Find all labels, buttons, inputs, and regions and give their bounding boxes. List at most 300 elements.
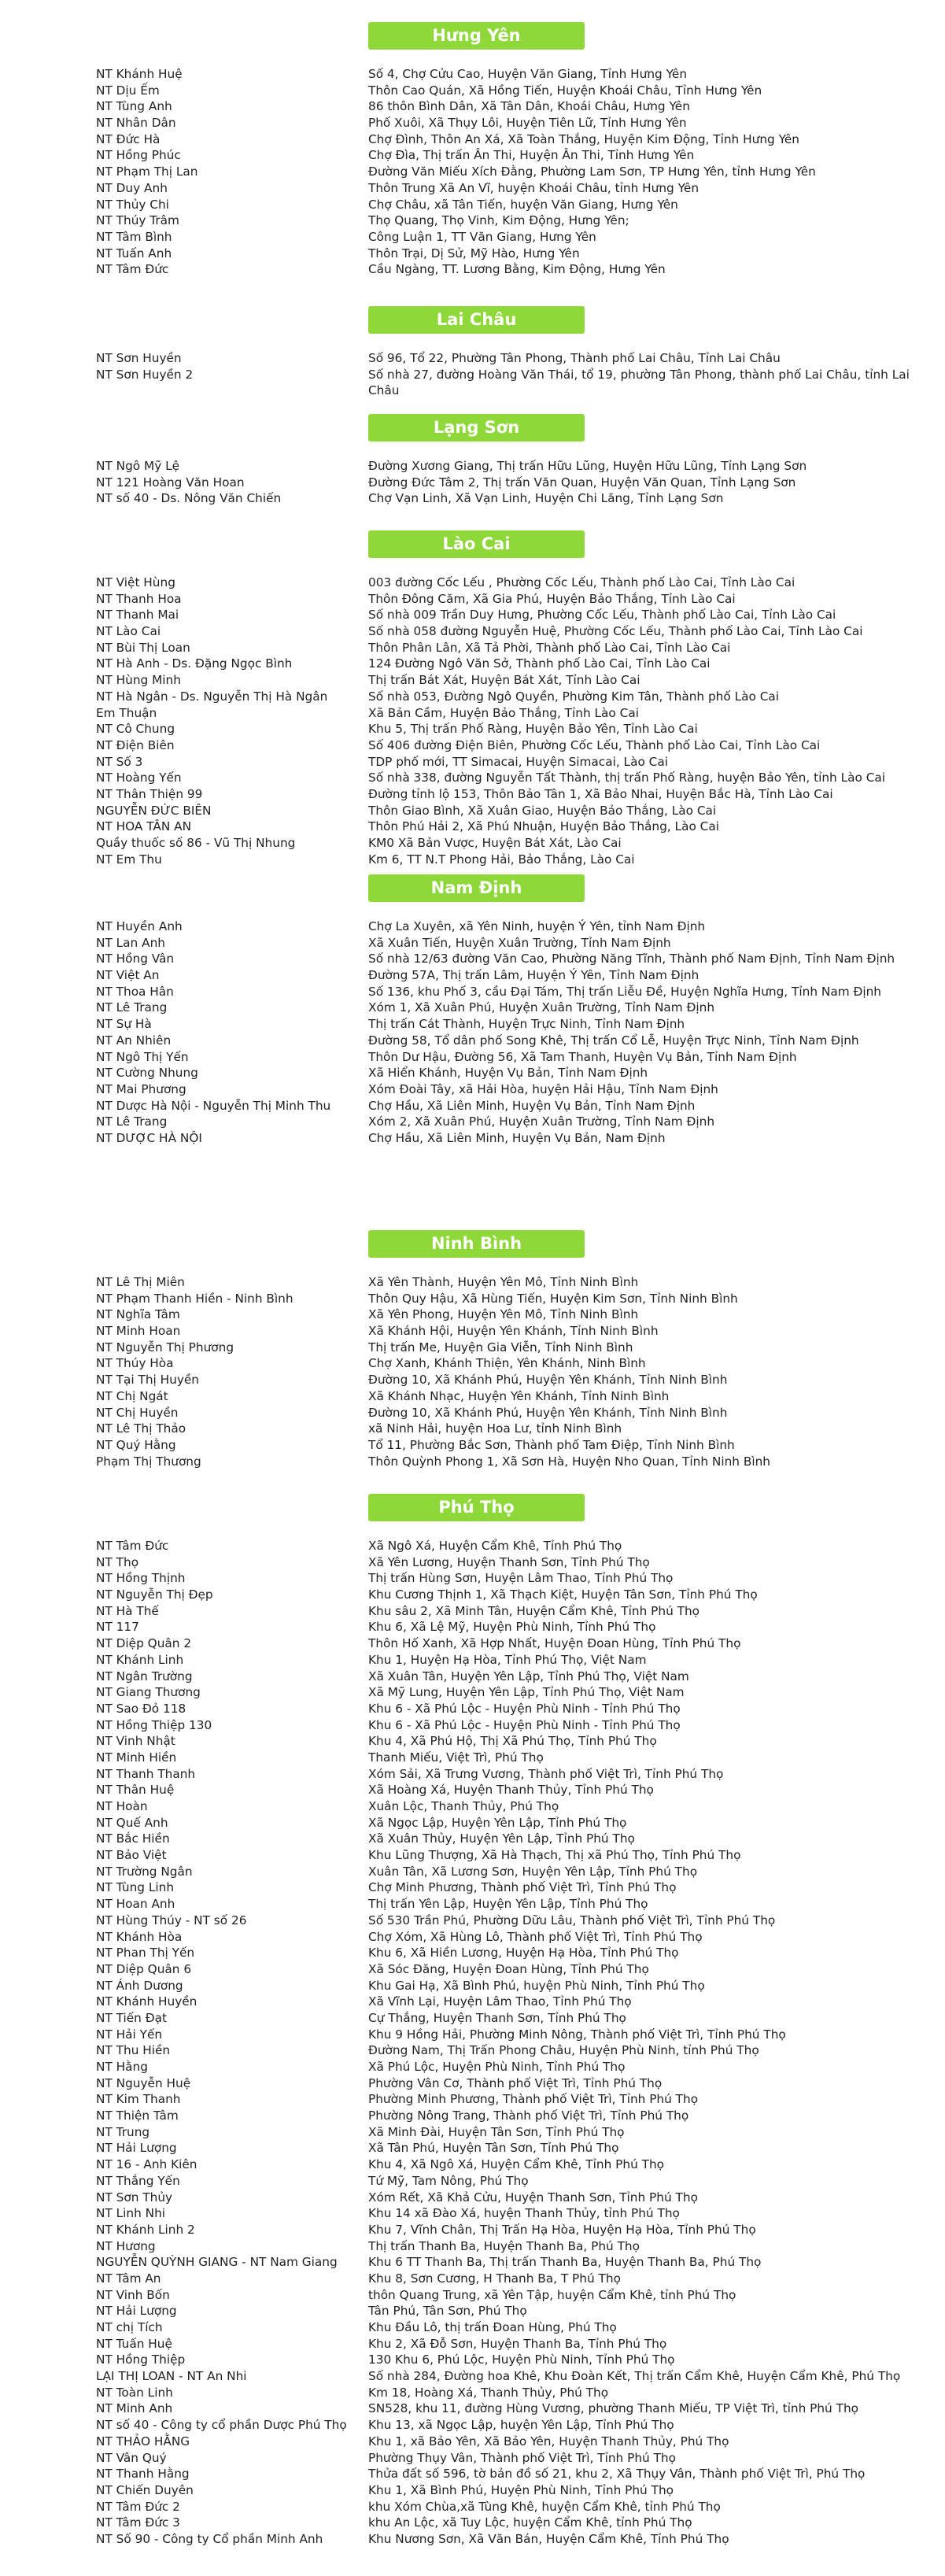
store-address: Xã Tân Phú, Huyện Tân Sơn, Tỉnh Phú Thọ — [368, 2141, 619, 2156]
store-row — [0, 1098, 945, 1114]
store-address: Khu 6, Xã Hiền Lương, Huyện Hạ Hòa, Tỉnh Phú Thọ — [368, 1946, 679, 1961]
store-row — [0, 1000, 945, 1016]
store-name: NT Lan Anh — [96, 935, 165, 950]
store-name: NT Hoan Anh — [96, 1897, 175, 1912]
store-name: LẠI THỊ LOAN - NT An Nhi — [96, 2369, 247, 2384]
store-address: Số nhà 12/63 đường Văn Cao, Phường Năng Tĩnh, Thành phố Nam Định, Tỉnh Nam Định — [368, 952, 895, 966]
store-name: NT Hải Lượng — [96, 2304, 177, 2319]
store-address: Phường Minh Phương, Thành phố Việt Trì, Tỉnh Phú Thọ — [368, 2092, 699, 2107]
store-address: Thọ Quang, Thọ Vinh, Kim Động, Hưng Yên; — [368, 213, 629, 228]
store-name: NT Đức Hà — [96, 131, 161, 146]
store-address: 124 Đường Ngô Văn Sở, Thành phố Lào Cai, Tỉnh Lào Cai — [368, 656, 711, 671]
store-name: NT Khánh Linh 2 — [96, 2222, 195, 2237]
store-row — [0, 1033, 945, 1049]
store-row — [0, 2434, 945, 2450]
store-row — [0, 367, 945, 399]
store-name: Em Thuận — [96, 705, 157, 720]
store-name: NGUYỄN ĐỨC BIÊN — [96, 803, 212, 818]
store-row — [0, 1994, 945, 2010]
store-name: NT Thanh Mai — [96, 608, 179, 623]
store-address: Khu 14 xã Đào Xá, huyện Thanh Thủy, tỉnh Phú Thọ — [368, 2206, 680, 2221]
store-row — [0, 2450, 945, 2467]
store-row — [0, 1701, 945, 1717]
store-name: NT Tiến Đạt — [96, 2010, 167, 2025]
store-name: NT Dịu Ếm — [96, 83, 160, 98]
store-row — [0, 672, 945, 689]
store-row — [0, 2499, 945, 2515]
store-list — [0, 66, 945, 278]
store-address: Tổ 11, Phường Bắc Sơn, Thành phố Tam Điệp, Tỉnh Ninh Bình — [368, 1437, 735, 1452]
store-name: NT Lào Cai — [96, 624, 161, 639]
store-name: NT Ánh Dương — [96, 1978, 183, 1993]
store-name: NT Ngô Thị Yến — [96, 1049, 189, 1064]
section-header: Ninh Bình — [368, 1230, 585, 1258]
store-row — [0, 1766, 945, 1783]
store-address: Khu 7, Vĩnh Chân, Thị Trấn Hạ Hòa, Huyện Hạ Hòa, Tỉnh Phú Thọ — [368, 2222, 756, 2237]
store-address: khu An Lộc, xã Tuy Lộc, huyện Cẩm Khê, tỉnh Phú Thọ — [368, 2515, 692, 2530]
store-name: NT Tuấn Huệ — [96, 2336, 172, 2351]
store-name: NT Ngô Mỹ Lệ — [96, 459, 180, 473]
store-row — [0, 1554, 945, 1571]
store-row — [0, 1114, 945, 1130]
store-list — [0, 350, 945, 399]
store-name: NT Chiến Duyên — [96, 2482, 194, 2497]
store-name: NT Lê Thị Thảo — [96, 1421, 186, 1436]
store-address: Thôn Phân Lân, Xã Tả Phời, Thành phố Lào Cai, Tỉnh Lào Cai — [368, 640, 731, 655]
store-address: Khu 1, Huyện Hạ Hòa, Tỉnh Phú Thọ, Việt Nam — [368, 1652, 647, 1667]
store-name: NT Tâm Đức — [96, 1539, 169, 1553]
store-name: NT DƯỢC HÀ NỘI — [96, 1130, 202, 1145]
store-name: NT Hương — [96, 2238, 156, 2253]
store-address: Xã Phú Lộc, Huyện Phù Ninh, Tỉnh Phú Thọ — [368, 2060, 626, 2074]
store-name: NT Thắng Yến — [96, 2173, 180, 2188]
store-address: Khu Lũng Thượng, Xã Hà Thạch, Thị xã Phú Thọ, Tỉnh Phú Thọ — [368, 1848, 741, 1863]
store-row — [0, 115, 945, 131]
store-row — [0, 640, 945, 656]
store-address: Km 6, TT N.T Phong Hải, Bảo Thắng, Lào Cai — [368, 852, 635, 867]
store-address: Khu 4, Xã Ngô Xá, Huyện Cẩm Khê, Tỉnh Phú Thọ — [368, 2157, 665, 2172]
store-row — [0, 2417, 945, 2434]
store-address: Xóm Sải, Xã Trưng Vương, Thành phố Việt Trì, Tỉnh Phú Thọ — [368, 1766, 724, 1781]
store-address: TDP phố mới, TT Simacai, Huyện Simacai, Lào Cai — [368, 754, 668, 769]
store-row — [0, 1570, 945, 1587]
store-row — [0, 1750, 945, 1766]
store-row — [0, 1405, 945, 1421]
store-list — [0, 458, 945, 507]
store-row — [0, 197, 945, 213]
store-row — [0, 1065, 945, 1081]
store-address: Thôn Quỳnh Phong 1, Xã Sơn Hà, Huyện Nho Quan, Tỉnh Ninh Bình — [368, 1454, 770, 1469]
store-row — [0, 1913, 945, 1929]
store-row — [0, 2108, 945, 2124]
section-header: Lai Châu — [368, 306, 585, 334]
store-row — [0, 951, 945, 967]
store-address: Khu 5, Thị trấn Phố Ràng, Huyện Bảo Yên, Tỉnh Lào Cai — [368, 722, 698, 737]
store-row — [0, 147, 945, 164]
store-row — [0, 1717, 945, 1734]
store-address: Khu 1, xã Bảo Yên, Xã Bảo Yên, Huyện Thanh Thủy, Phú Thọ — [368, 2434, 729, 2448]
store-address: Số 530 Trần Phú, Phường Dữu Lâu, Thành phố Việt Trì, Tỉnh Phú Thọ — [368, 1913, 776, 1927]
store-row — [0, 83, 945, 99]
store-address: Thôn Trại, Dị Sử, Mỹ Hào, Hưng Yên — [368, 246, 580, 261]
store-list — [0, 918, 945, 1147]
store-row — [0, 1454, 945, 1470]
store-row — [0, 1372, 945, 1388]
store-name: NT Hồng Thiệp 130 — [96, 1717, 212, 1732]
store-address: Đường 58, Tổ dân phố Song Khê, Thị trấn Cổ Lễ, Huyện Trực Ninh, Tỉnh Nam Định — [368, 1033, 859, 1048]
store-address: Khu 6 - Xã Phú Lộc - Huyện Phù Ninh - Tỉnh Phú Thọ — [368, 1701, 681, 1716]
section-header: Hưng Yên — [368, 22, 585, 50]
store-address: Khu 6 - Xã Phú Lộc - Huyện Phù Ninh - Tỉnh Phú Thọ — [368, 1717, 681, 1732]
store-address: Đường Văn Miếu Xích Đằng, Phường Lam Sơn, TP Hưng Yên, tỉnh Hưng Yên — [368, 164, 816, 179]
store-row — [0, 1847, 945, 1864]
store-list — [0, 575, 945, 867]
store-row — [0, 984, 945, 1000]
store-row — [0, 1798, 945, 1815]
store-address: Khu sâu 2, Xã Minh Tân, Huyện Cẩm Khê, Tỉnh Phú Thọ — [368, 1603, 700, 1618]
store-address: Xã Bản Cầm, Huyện Bảo Thắng, Tỉnh Lào Cai — [368, 705, 639, 720]
store-address: Xóm 2, Xã Xuân Phú, Huyện Xuân Trường, Tỉnh Nam Định — [368, 1114, 715, 1129]
store-name: NT số 40 - Công ty cổ phần Dược Phú Thọ — [96, 2418, 347, 2433]
store-row — [0, 2319, 945, 2336]
store-name: NT Nghĩa Tâm — [96, 1307, 180, 1322]
store-address: Xã Yên Phong, Huyện Yên Mô, Tỉnh Ninh Bình — [368, 1307, 639, 1322]
store-name: NT Tại Thị Huyền — [96, 1373, 199, 1388]
store-address: Phường Vân Cơ, Thành phố Việt Trì, Tỉnh Phú Thọ — [368, 2075, 663, 2090]
store-address: Chợ Hầu, Xã Liên Minh, Huyện Vụ Bản, Tỉnh Nam Định — [368, 1098, 696, 1113]
store-row — [0, 180, 945, 197]
store-name: NT Lê Trang — [96, 1000, 168, 1015]
store-name: NT Khánh Linh — [96, 1652, 184, 1667]
store-row — [0, 1291, 945, 1307]
store-name: NT Thọ — [96, 1554, 139, 1569]
store-address: Tân Phú, Tân Sơn, Phú Thọ — [368, 2304, 527, 2319]
store-name: NT Tâm Bình — [96, 229, 172, 244]
store-address: Xã Sóc Đăng, Huyện Đoan Hùng, Tỉnh Phú Thọ — [368, 1961, 649, 1976]
store-name: NT 117 — [96, 1620, 139, 1635]
store-address: Xã Xuân Tiến, Huyện Xuân Trường, Tỉnh Nam Định — [368, 935, 671, 950]
store-address: Thị trấn Thanh Ba, Huyện Thanh Ba, Phú Thọ — [368, 2238, 640, 2253]
store-name: NT Toàn Linh — [96, 2385, 173, 2400]
store-row — [0, 1684, 945, 1701]
store-address: Đường 10, Xã Khánh Phú, Huyện Yên Khánh, Tỉnh Ninh Bình — [368, 1373, 728, 1388]
store-row — [0, 1782, 945, 1798]
store-row — [0, 575, 945, 591]
store-row — [0, 623, 945, 640]
store-name: NT Thanh Hoa — [96, 591, 182, 606]
section-header: Phú Thọ — [368, 1494, 585, 1521]
store-name: NT Diệp Quân 2 — [96, 1636, 192, 1651]
store-name: NT Phạm Thị Lan — [96, 164, 198, 179]
store-row — [0, 131, 945, 148]
store-address: Chợ Xóm, Xã Hùng Lô, Thành phố Việt Trì, Tỉnh Phú Thọ — [368, 1929, 703, 1944]
store-row — [0, 2531, 945, 2548]
store-address: Thôn Cao Quán, Xã Hồng Tiến, Huyện Khoái Châu, Tỉnh Hưng Yên — [368, 83, 762, 98]
store-address: Thị trấn Yên Lập, Huyện Yên Lập, Tỉnh Phú Thọ — [368, 1897, 648, 1912]
store-name: NT chị Tích — [96, 2320, 163, 2334]
store-row — [0, 490, 945, 507]
store-name: NT Số 3 — [96, 754, 143, 769]
store-row — [0, 1815, 945, 1831]
store-address: Xã Xuân Thủy, Huyện Yên Lập, Tỉnh Phú Thọ — [368, 1831, 635, 1846]
store-row — [0, 1733, 945, 1750]
store-name: NT Hồng Thiệp — [96, 2352, 186, 2367]
store-name: NT Tâm Đức 3 — [96, 2515, 180, 2530]
store-address: Cự Thắng, Huyện Thanh Sơn, Tỉnh Phú Thọ — [368, 2010, 626, 2025]
store-name: NT Phạm Thanh Hiền - Ninh Bình — [96, 1291, 293, 1306]
store-address: Khu 6, Xã Lệ Mỹ, Huyện Phù Ninh, Tỉnh Phú Thọ — [368, 1620, 656, 1635]
store-row — [0, 2515, 945, 2531]
store-name: NT 16 - Anh Kiên — [96, 2157, 197, 2172]
store-name: NT Sơn Huyền 2 — [96, 367, 194, 382]
store-address: Thị trấn Me, Huyện Gia Viễn, Tỉnh Ninh Bình — [368, 1340, 633, 1355]
store-name: Quầy thuốc số 86 - Vũ Thị Nhung — [96, 836, 296, 850]
store-row — [0, 2254, 945, 2271]
store-row — [0, 229, 945, 246]
store-row — [0, 2303, 945, 2319]
store-name: NT Hoàn — [96, 1799, 148, 1813]
store-row — [0, 2042, 945, 2059]
store-address: Xã Yên Thành, Huyện Yên Mô, Tỉnh Ninh Bình — [368, 1275, 639, 1289]
store-row — [0, 2466, 945, 2482]
store-row — [0, 607, 945, 623]
store-address: Xã Minh Đài, Huyện Tân Sơn, Tỉnh Phú Thọ — [368, 2124, 625, 2139]
store-row — [0, 1340, 945, 1356]
store-row — [0, 1421, 945, 1437]
store-address: Khu 13, xã Ngọc Lập, huyện Yên Lập, Tỉnh Phú Thọ — [368, 2418, 674, 2433]
store-row — [0, 350, 945, 367]
store-name: NT Tâm Đức — [96, 262, 169, 277]
store-address: Chợ La Xuyên, xã Yên Ninh, huyện Ý Yên, tỉnh Nam Định — [368, 919, 706, 933]
store-name: NT Nguyễn Huệ — [96, 2075, 191, 2090]
store-address: Chợ Hầu, Xã Liên Minh, Huyện Vụ Bản, Nam Định — [368, 1130, 666, 1145]
store-address: Thôn Giao Bình, Xã Xuân Giao, Huyện Bảo Thắng, Lào Cai — [368, 803, 717, 818]
store-address: Thôn Đông Căm, Xã Gia Phú, Huyện Bảo Thắng, Tỉnh Lào Cai — [368, 591, 736, 606]
store-row — [0, 1961, 945, 1978]
store-address: Số nhà 284, Đường hoa Khê, Khu Đoàn Kết, Thị trấn Cẩm Khê, Huyện Cẩm Khê, Phú Thọ — [368, 2369, 901, 2384]
store-row — [0, 1388, 945, 1405]
store-row — [0, 786, 945, 803]
store-name: NT Hà Thế — [96, 1603, 159, 1618]
store-name: NT Hà Anh - Ds. Đặng Ngọc Bình — [96, 656, 293, 671]
store-address: Thôn Trung Xã An Vĩ, huyện Khoái Châu, tỉnh Hưng Yên — [368, 180, 700, 195]
store-row — [0, 819, 945, 835]
store-address: Số nhà 27, đường Hoàng Văn Thái, tổ 19, phường Tân Phong, thành phố Lai Châu, tỉnh Lai Châu — [368, 367, 910, 398]
store-name: NT Thoa Hân — [96, 984, 174, 999]
section-header: Nam Định — [368, 874, 585, 902]
store-address: Thôn Dư Hậu, Đường 56, Xã Tam Thanh, Huyện Vụ Bản, Tỉnh Nam Định — [368, 1049, 797, 1064]
store-name: NT Sao Đỏ 118 — [96, 1701, 186, 1716]
store-row — [0, 2368, 945, 2385]
store-address: Xóm 1, Xã Xuân Phú, Huyện Xuân Trường, Tỉnh Nam Định — [368, 1000, 715, 1015]
store-row — [0, 1081, 945, 1098]
store-row — [0, 1355, 945, 1372]
store-address: Chợ Xanh, Khánh Thiện, Yên Khánh, Ninh Bình — [368, 1356, 646, 1371]
store-row — [0, 770, 945, 786]
store-address: Số 136, khu Phố 3, cầu Đại Tám, Thị trấn Liễu Đề, Huyện Nghĩa Hưng, Tỉnh Nam Định — [368, 984, 881, 999]
store-name: NT Hồng Thịnh — [96, 1571, 186, 1586]
store-address: xã Ninh Hải, huyện Hoa Lư, tỉnh Ninh Bình — [368, 1421, 622, 1436]
store-name: NT Thanh Thanh — [96, 1766, 196, 1781]
store-address: Thanh Miếu, Việt Trì, Phú Thọ — [368, 1750, 544, 1765]
store-name: NT Sơn Thủy — [96, 2190, 173, 2205]
store-row — [0, 1929, 945, 1946]
store-name: NT Lê Trang — [96, 1114, 168, 1129]
store-name: NT Tâm Đức 2 — [96, 2499, 180, 2514]
store-name: NT Thân Huệ — [96, 1783, 175, 1798]
store-row — [0, 754, 945, 771]
store-name: NT Hồng Phúc — [96, 148, 181, 163]
store-row — [0, 1831, 945, 1847]
store-name: NT Sơn Huyền — [96, 351, 182, 365]
store-row — [0, 2271, 945, 2287]
store-address: Xã Hiển Khánh, Huyện Vụ Bản, Tỉnh Nam Định — [368, 1066, 648, 1081]
store-name: NT Hùng Thúy - NT số 26 — [96, 1913, 247, 1927]
store-name: NT Cô Chung — [96, 722, 175, 737]
store-name: NT Tuấn Anh — [96, 246, 172, 261]
store-name: NT THẢO HẰNG — [96, 2434, 190, 2448]
store-row — [0, 2124, 945, 2141]
store-name: NT Huyền Anh — [96, 919, 183, 933]
store-row — [0, 98, 945, 115]
store-row — [0, 2190, 945, 2206]
store-name: NGUYỄN QUỲNH GIANG - NT Nam Giang — [96, 2255, 338, 2270]
store-address: Thửa đất số 596, tờ bản đồ số 21, khu 2, Xã Thụy Vân, Thành phố Việt Trì, Phú Thọ — [368, 2467, 866, 2482]
store-row — [0, 1978, 945, 1994]
store-address: Thị trấn Bát Xát, Huyện Bát Xát, Tỉnh Lào Cai — [368, 673, 640, 688]
store-address: 86 thôn Bình Dân, Xã Tân Dân, Khoái Châu, Hưng Yên — [368, 99, 690, 114]
store-row — [0, 689, 945, 705]
store-row — [0, 1619, 945, 1635]
store-name: NT Hải Yến — [96, 2027, 163, 2042]
store-address: Thị trấn Cát Thành, Huyện Trực Ninh, Tỉnh Nam Định — [368, 1017, 685, 1032]
store-name: NT Thủy Chi — [96, 197, 169, 212]
store-address: Số nhà 338, đường Nguyễn Tất Thành, thị trấn Phố Ràng, huyện Bảo Yên, tỉnh Lào Cai — [368, 771, 886, 785]
store-address: Thôn Phú Hải 2, Xã Phú Nhuận, Huyện Bảo Thắng, Lào Cai — [368, 819, 719, 834]
store-name: NT Diệp Quân 6 — [96, 1961, 192, 1976]
store-name: NT Em Thu — [96, 852, 162, 867]
store-name: NT Việt Hùng — [96, 575, 175, 589]
store-row — [0, 1323, 945, 1340]
store-name: NT Khánh Huệ — [96, 67, 183, 81]
store-address: Xã Xuân Tân, Huyện Yên Lập, Tỉnh Phú Thọ, Việt Nam — [368, 1669, 689, 1683]
store-address: Khu 8, Sơn Cương, H Thanh Ba, T Phú Thọ — [368, 2271, 621, 2286]
store-address: Khu 9 Hồng Hải, Phường Minh Nông, Thành phố Việt Trì, Tỉnh Phú Thọ — [368, 2027, 786, 2042]
store-address: Đường Đức Tâm 2, Thị trấn Văn Quan, Huyện Văn Quan, Tỉnh Lạng Sơn — [368, 475, 796, 490]
store-row — [0, 2336, 945, 2352]
store-row — [0, 1587, 945, 1603]
store-name: NT Chị Huyền — [96, 1405, 179, 1420]
store-name: NT Minh Anh — [96, 2401, 173, 2416]
store-address: Số nhà 009 Trần Duy Hưng, Phường Cốc Lếu, Thành phố Lào Cai, Tỉnh Lào Cai — [368, 608, 836, 623]
store-row — [0, 2140, 945, 2157]
store-row — [0, 2075, 945, 2092]
store-row — [0, 918, 945, 935]
store-row — [0, 737, 945, 754]
store-row — [0, 1669, 945, 1685]
store-row — [0, 2287, 945, 2304]
store-address: Số 406 đường Điện Biên, Phường Cốc Lếu, Thành phố Lào Cai, Tỉnh Lào Cai — [368, 737, 821, 752]
store-address: Chợ Đình, Thôn An Xá, Xã Toàn Thắng, Huyện Kim Động, Tỉnh Hưng Yên — [368, 131, 799, 146]
store-name: NT Kim Thanh — [96, 2092, 181, 2107]
store-name: NT Khánh Hòa — [96, 1929, 183, 1944]
store-address: Số nhà 053, Đường Ngô Quyền, Phường Kim Tân, Thành phố Lào Cai — [368, 689, 779, 704]
store-address: Xã Khánh Nhạc, Huyện Yên Khánh, Tỉnh Ninh Bình — [368, 1388, 670, 1403]
store-row — [0, 852, 945, 868]
store-address: Phường Nông Trang, Thành phố Việt Trì, Tỉnh Phú Thọ — [368, 2108, 689, 2123]
store-row — [0, 2059, 945, 2075]
store-address: Khu Nương Sơn, Xã Văn Bán, Huyện Cẩm Khê, Tỉnh Phú Thọ — [368, 2531, 729, 2546]
store-name: NT Thúy Hòa — [96, 1356, 174, 1371]
store-row — [0, 1049, 945, 1066]
store-row — [0, 2222, 945, 2238]
store-list — [0, 1274, 945, 1469]
store-name: NT Tâm An — [96, 2271, 161, 2286]
store-address: Đường 57A, Thị trấn Lâm, Huyện Ý Yên, Tỉnh Nam Định — [368, 968, 700, 983]
store-address: thôn Quang Trung, xã Yên Tập, huyện Cẩm Khê, tỉnh Phú Thọ — [368, 2287, 736, 2302]
store-address: 130 Khu 6, Phú Lộc, Huyện Phù Ninh, Tỉnh Phú Thọ — [368, 2352, 675, 2367]
store-address: Số 96, Tổ 22, Phường Tân Phong, Thành phố Lai Châu, Tỉnh Lai Châu — [368, 351, 781, 365]
store-name: NT Việt An — [96, 968, 160, 983]
store-address: Số 4, Chợ Cửu Cao, Huyện Văn Giang, Tỉnh Hưng Yên — [368, 67, 688, 81]
store-name: NT Hà Ngân - Ds. Nguyễn Thị Hà Ngân — [96, 689, 328, 704]
store-address: Khu Đầu Lô, thị trấn Đoan Hùng, Phú Thọ — [368, 2320, 617, 2334]
store-address: Tứ Mỹ, Tam Nông, Phú Thọ — [368, 2173, 529, 2188]
store-name: NT Nguyễn Thị Đẹp — [96, 1587, 213, 1602]
store-row — [0, 656, 945, 672]
store-name: NT Vinh Bốn — [96, 2287, 170, 2302]
store-name: NT Nguyễn Thị Phương — [96, 1340, 234, 1355]
store-address: Km 18, Hoàng Xá, Thanh Thủy, Phú Thọ — [368, 2385, 609, 2400]
store-row — [0, 2027, 945, 2043]
store-address: Thị trấn Hùng Sơn, Huyện Lâm Thao, Tỉnh Phú Thọ — [368, 1571, 674, 1586]
store-row — [0, 835, 945, 852]
store-address: Đường Xương Giang, Thị trấn Hữu Lũng, Huyện Hữu Lũng, Tỉnh Lạng Sơn — [368, 459, 807, 473]
store-name: NT Tùng Anh — [96, 99, 172, 114]
store-address: Chợ Đìa, Thị trấn Ân Thi, Huyện Ân Thi, Tỉnh Hưng Yên — [368, 148, 695, 163]
store-row — [0, 2173, 945, 2190]
store-name: NT Tùng Linh — [96, 1880, 175, 1895]
store-address: Khu 1, Xã Bình Phú, Huyện Phù Ninh, Tỉnh Phú Thọ — [368, 2482, 674, 2497]
store-address: Xã Ngô Xá, Huyện Cẩm Khê, Tỉnh Phú Thọ — [368, 1539, 622, 1553]
store-row — [0, 1635, 945, 1652]
store-name: NT Minh Hoan — [96, 1324, 181, 1339]
store-row — [0, 164, 945, 180]
store-name: NT Linh Nhi — [96, 2206, 166, 2221]
store-address: 003 đường Cốc Lếu , Phường Cốc Lếu, Thành phố Lào Cai, Tỉnh Lào Cai — [368, 575, 795, 589]
section-header: Lạng Sơn — [368, 414, 585, 442]
store-row — [0, 1274, 945, 1291]
store-name: Phạm Thị Thương — [96, 1454, 201, 1469]
store-name: NT An Nhiên — [96, 1033, 172, 1048]
store-row — [0, 935, 945, 952]
store-address: Xã Vĩnh Lại, Huyện Lâm Thao, Tỉnh Phú Thọ — [368, 1994, 632, 2009]
store-name: NT Hoàng Yến — [96, 771, 182, 785]
store-name: NT Cường Nhung — [96, 1066, 198, 1081]
store-name: NT Bắc Hiền — [96, 1831, 170, 1846]
store-row — [0, 803, 945, 819]
store-row — [0, 2157, 945, 2173]
store-name: NT Hồng Vân — [96, 952, 175, 966]
store-address: Phường Thụy Vân, Thành phố Việt Trì, Tỉnh Phú Thọ — [368, 2450, 676, 2465]
store-address: Thôn Quy Hậu, Xã Hùng Tiến, Huyện Kim Sơn, Tỉnh Ninh Bình — [368, 1291, 738, 1306]
store-name: NT Khánh Huyền — [96, 1994, 197, 2009]
store-address: Chợ Châu, xã Tân Tiến, huyện Văn Giang, Hưng Yên — [368, 197, 678, 212]
store-row — [0, 2400, 945, 2417]
store-row — [0, 261, 945, 278]
store-address: Khu Cương Thịnh 1, Xã Thạch Kiệt, Huyện Tân Sơn, Tỉnh Phú Thọ — [368, 1587, 758, 1602]
store-address: Phố Xuôi, Xã Thụy Lôi, Huyện Tiên Lữ, Tỉnh Hưng Yên — [368, 116, 687, 131]
